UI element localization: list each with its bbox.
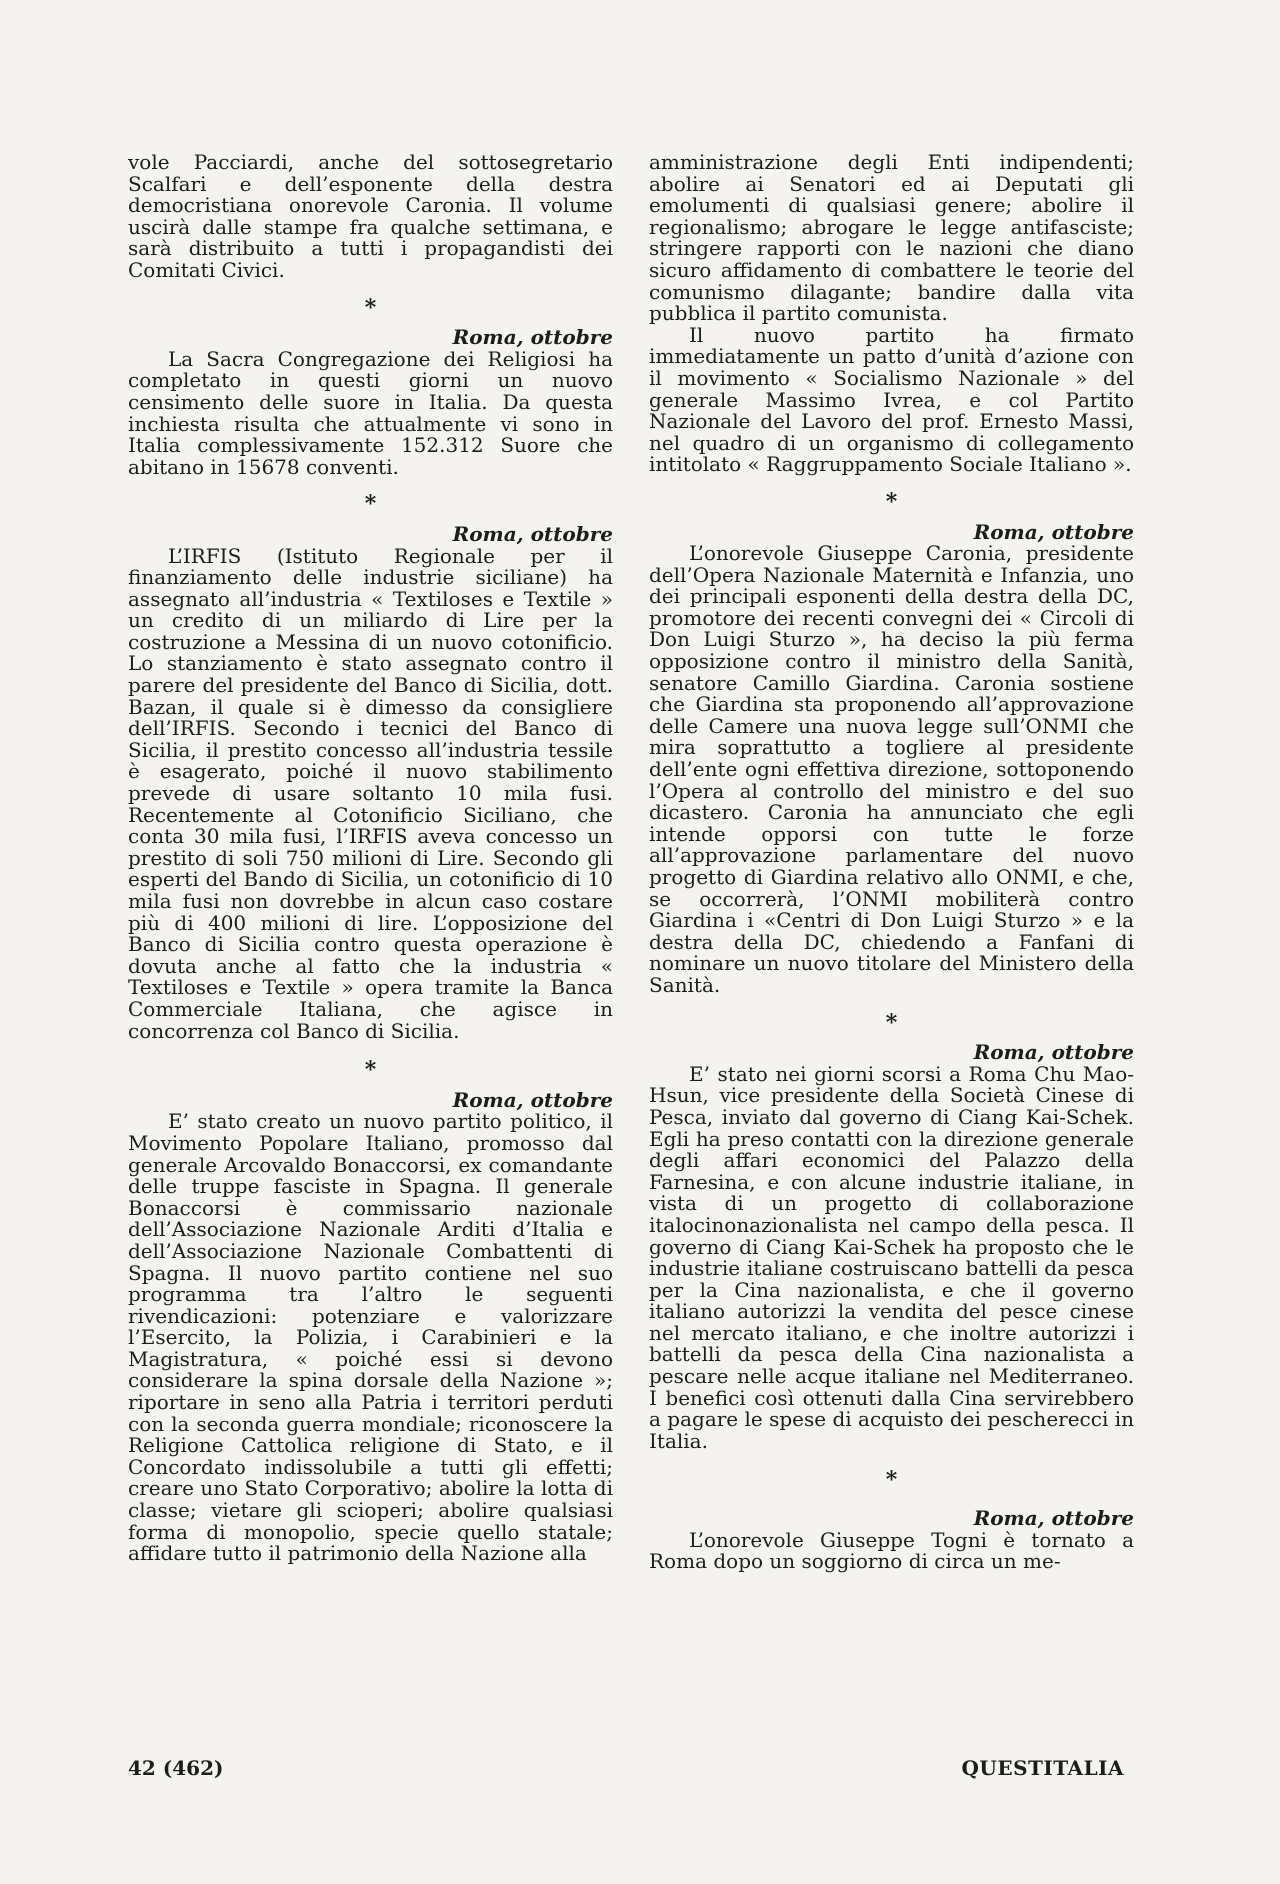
dateline: Roma, ottobre (452, 1087, 613, 1112)
news-item-text: L’onorevole Giuseppe Caronia, presidente dell’Opera Nazionale Maternità e Infanzia, uno dei principali esponenti della destra della DC, promotore dei recenti convegni dei « Circoli di Don Luigi Sturzo », ha deciso la più ferma opposizione contro il ministro della Sanità, senatore Camillo Giardina. Caronia sostiene che Giardina sta proponendo all’approvazione delle Camere una nuova legge sull’ONMI che mira soprattutto a togliere al presidente dell’ente ogni effettiva direzione, sottoponendo l’Opera al controllo del ministro e del suo dicastero. Caronia ha annunciato che egli intende opporsi con tutte le forze all’approvazione parlamentare del nuovo progetto di Giardina relativo allo ONMI, e che, se occorrerà, l’ONMI mobiliterà contro Giardina i «Centri di Don Luigi Sturzo » e la destra della DC, chiedendo a Fanfani di nominare un nuovo titolare del Ministero della Sanità. (649, 541, 1134, 997)
news-item-text: L’onorevole Giuseppe Togni è tornato a Roma dopo un soggiorno di circa un me- (649, 1527, 1134, 1574)
news-item (128, 491, 613, 1043)
page-number: 42 (462) (128, 1756, 224, 1780)
right-column (649, 152, 1134, 1573)
left-column (128, 152, 613, 1565)
dateline: Roma, ottobre (973, 1506, 1134, 1531)
separator-asterisk-icon: * (885, 1009, 898, 1036)
separator-asterisk-icon: * (364, 1057, 377, 1084)
dateline: Roma, ottobre (452, 325, 613, 350)
separator-asterisk-icon: * (885, 488, 898, 515)
news-item (128, 294, 613, 479)
article-paragraph: Il nuovo partito ha firmato immediatamente un patto d’unità d’azione con il movimento « Socialismo Nazionale » del generale Massimo Ivrea, e col Partito Nazionale del Lavoro del prof. Ernesto Massi, nel quadro di un organismo di collegamento intitolato « Raggruppamento Sociale Italiano ». (649, 322, 1134, 477)
article-continuation: vole Pacciardi, anche del sottosegretario Scalfari e dell’esponente della destra democristiana onorevole Caronia. Il volume uscirà dalle stampe fra qualche settimana, e sarà distribuito a tutti i propagandisti dei Comitati Civici. (128, 150, 613, 282)
separator-asterisk-icon: * (885, 1467, 898, 1494)
dateline: Roma, ottobre (973, 1040, 1134, 1065)
news-item-text: E’ stato creato un nuovo partito politico, il Movimento Popolare Italiano, promosso dal generale Arcovaldo Bonaccorsi, ex comandante delle truppe fasciste in Spagna. Il generale Bonaccorsi è commissario nazionale dell’Associazione Nazionale Arditi d’Italia e dell’Associazione Nazionale Combattenti di Spagna. Il nuovo partito contiene nel suo programma tra l’altro le seguenti rivendicazioni: potenziare e valorizzare l’Esercito, la Polizia, i Carabinieri e la Magistratura, « poiché essi si devono considerare la spina dorsale della Nazione »; riportare in seno alla Patria i territori perduti con la seconda guerra mondiale; riconoscere la Religione Cattolica religione di Stato, e il Concordato indissolubile a tutti gli effetti; creare uno Stato Corporativo; abolire la lotta di classe; vietare gli scioperi; abolire qualsiasi forma di monopolio, specie quello statale; affidare tutto il patrimonio della Nazione alla (128, 1109, 613, 1566)
news-item (649, 1009, 1134, 1453)
separator-asterisk-icon: * (364, 294, 377, 321)
news-item-text: La Sacra Congregazione dei Religiosi ha completato in questi giorni un nuovo censimento delle suore in Italia. Da questa inchiesta risulta che attualmente vi sono in Italia complessivamente 152.312 Suore che abitano in 15678 conventi. (128, 346, 613, 479)
publication-name: QUESTITALIA (961, 1756, 1124, 1780)
news-item (649, 1467, 1134, 1574)
separator-asterisk-icon: * (364, 491, 377, 518)
news-item (649, 488, 1134, 997)
news-item-text: E’ stato nei giorni scorsi a Roma Chu Mao-Hsun, vice presidente della Società Cinese di Pesca, inviato dal governo di Ciang Kai-Schek. Egli ha preso contatti con la direzione generale degli affari economici del Palazzo della Farnesina, e con alcune industrie italiane, in vista di un progetto di collaborazione italocinonazionalista nel campo della pesca. Il governo di Ciang Kai-Schek ha proposto che le industrie italiane costruiscano battelli da pesca per la Cina nazionalista, e che il governo italiano autorizzi la vendita del pesce cinese nel mercato italiano, e che inoltre autorizzi i battelli da pesca della Cina nazionalista a pescare nelle acque italiane nel Mediterraneo. I benefici così ottenuti dalla Cina servirebbero a pagare le spese di acquisto dei pescherecci in Italia. (649, 1061, 1134, 1453)
article-continuation: amministrazione degli Enti indipendenti; abolire ai Senatori ed ai Deputati gli emolumenti di qualsiasi genere; abolire il regionalismo; abrogare le legge antifasciste; stringere rapporti con le nazioni che diano sicuro affidamento di combattere le teorie del comunismo dilagante; bandire dalla vita pubblica il partito comunista. (649, 150, 1134, 326)
dateline: Roma, ottobre (973, 519, 1134, 544)
news-item (128, 1057, 613, 1566)
news-item-text: L’IRFIS (Istituto Regionale per il finanziamento delle industrie siciliane) ha assegnato all’industria « Textiloses e Textile » un credito di un miliardo di Lire per la costruzione a Messina di un nuovo cotonificio. Lo stanziamento è stato assegnato contro il parere del presidente del Banco di Sicilia, dott. Bazan, il quale si è dimesso da consigliere dell’IRFIS. Secondo i tecnici del Banco di Sicilia, il prestito concesso all’industria tessile è esagerato, poiché il nuovo stabilimento prevede di usare soltanto 10 mila fusi. Recentemente al Cotonificio Siciliano, che conta 30 mila fusi, l’IRFIS aveva concesso un prestito di soli 750 milioni di Lire. Secondo gli esperti del Bando di Sicilia, un cotonificio di 10 mila fusi non dovrebbe in alcun caso costare più di 400 milioni di lire. L’opposizione del Banco di Sicilia contro questa operazione è dovuta anche al fatto che la industria « Textiloses e Textile » opera tramite la Banca Commerciale Italiana, che agisce in concorrenza col Banco di Sicilia. (128, 543, 613, 1043)
dateline: Roma, ottobre (452, 521, 613, 546)
